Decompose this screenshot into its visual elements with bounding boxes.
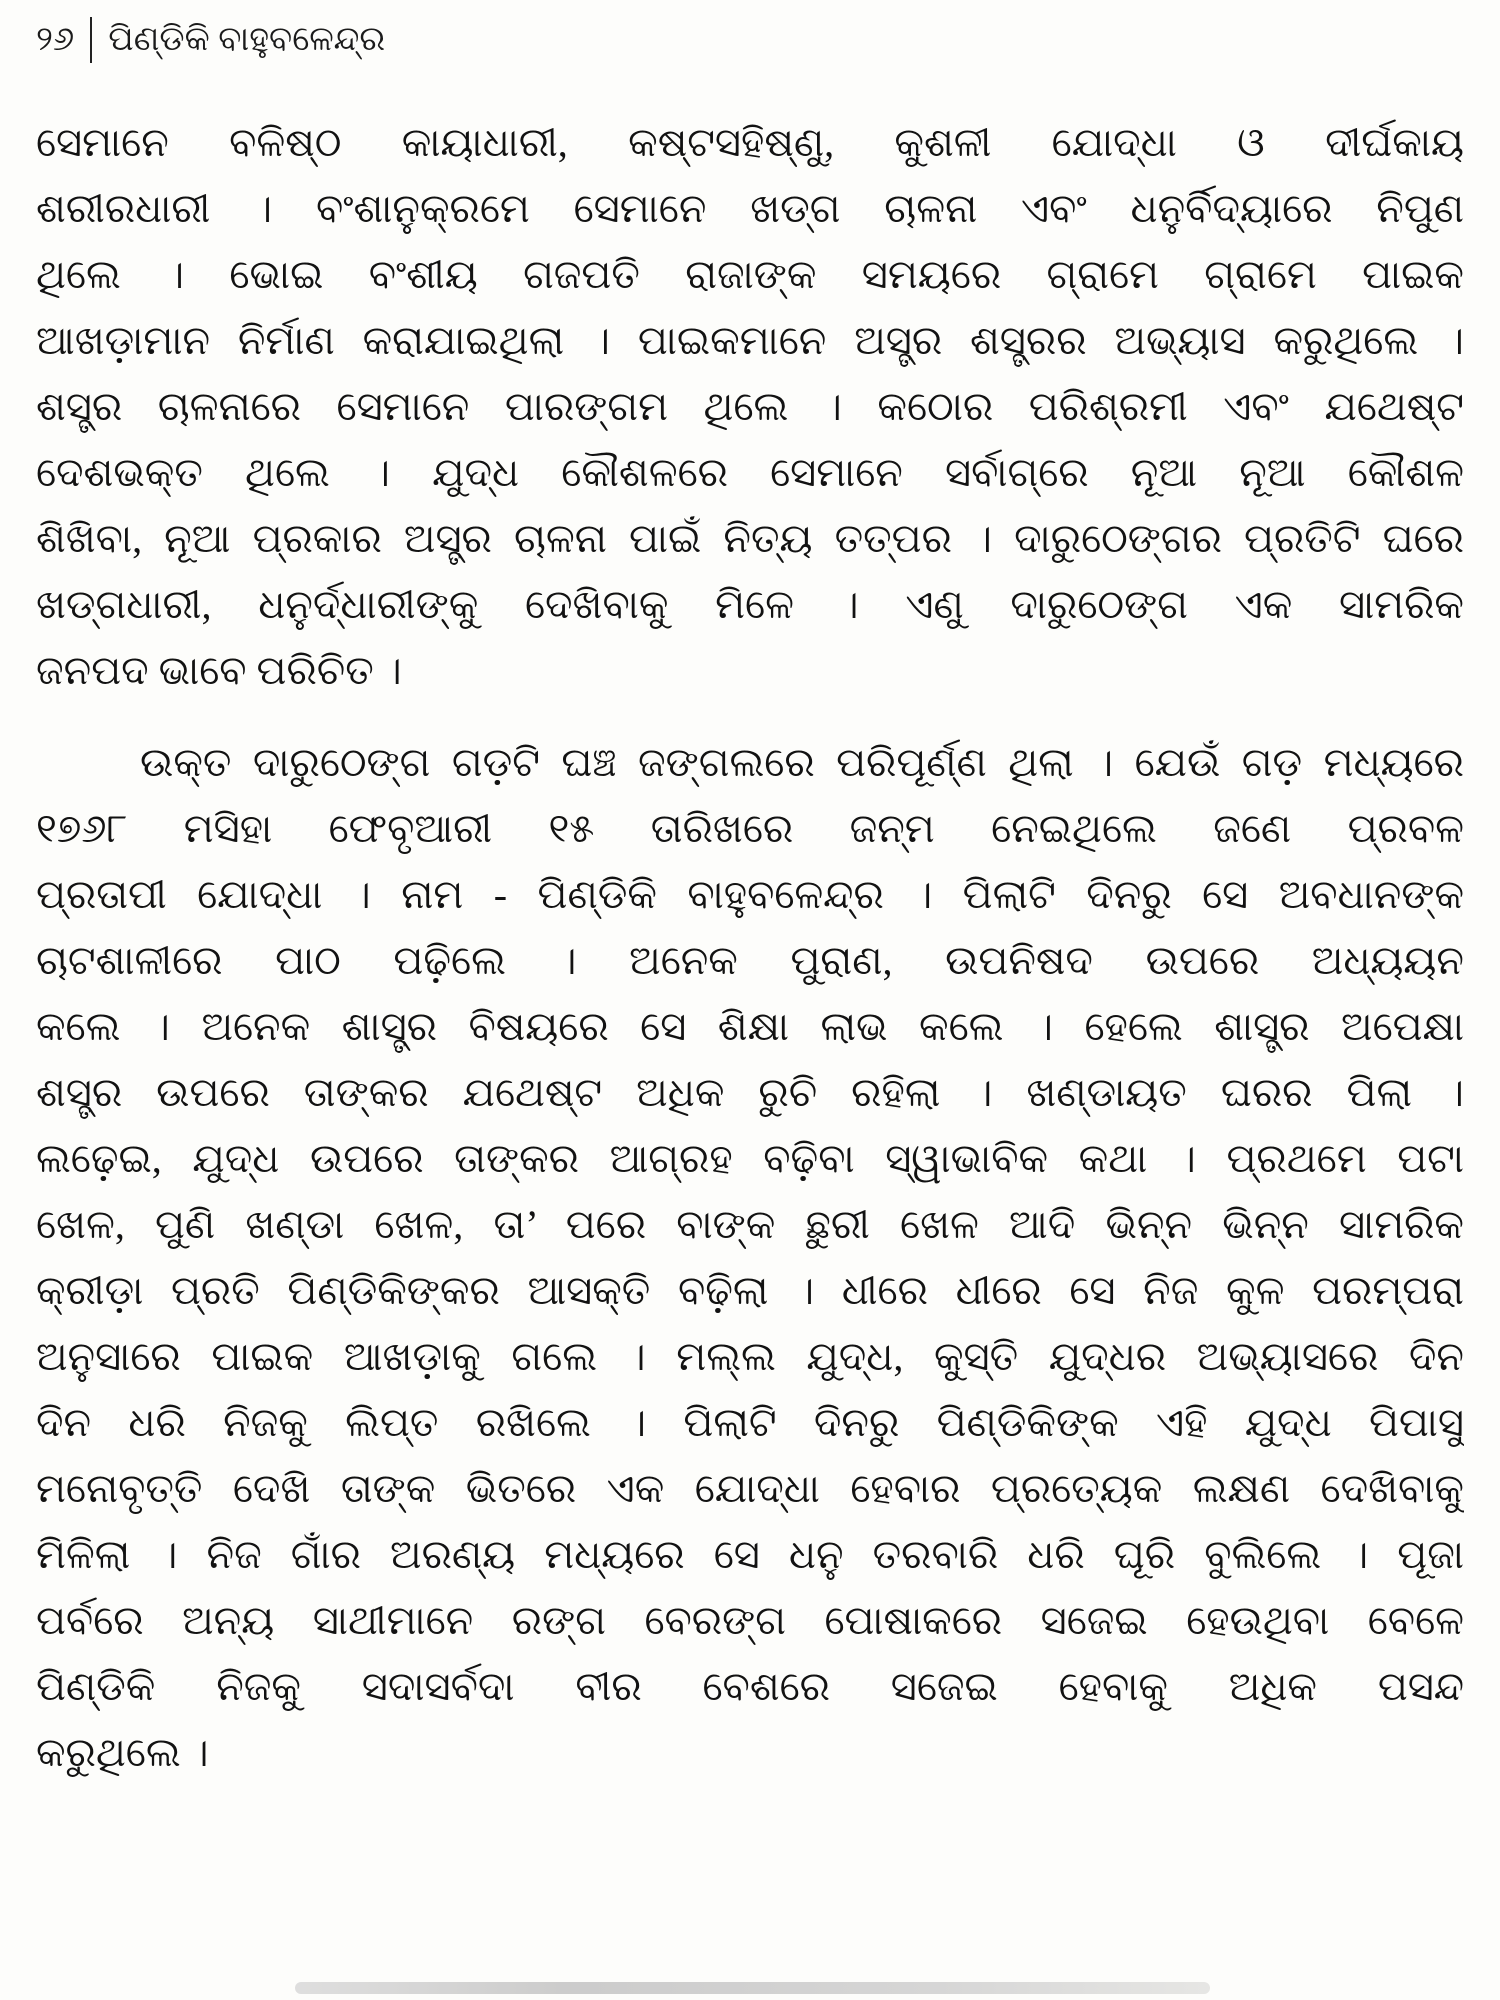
text-line: ଦେଶଭକ୍ତ ଥିଲେ । ଯୁଦ୍ଧ କୌଶଳରେ ସେମାନେ ସର୍ବାଗ୍ରେ ନୂଆ ନୂଆ କୌଶଳ xyxy=(36,450,1464,495)
text-line: ୧୭୬୮ ମସିହା ଫେବୃଆରୀ ୧୫ ତାରିଖରେ ଜନ୍ମ ନେଇଥିଲେ ଜଣେ ପ୍ରବଳ xyxy=(36,806,1464,851)
text-line: ଅନୁସାରେ ପାଇକ ଆଖଡ଼ାକୁ ଗଲେ । ମଲ୍ଲ ଯୁଦ୍ଧ, କୁସ୍ତି ଯୁଦ୍ଧର ଅଭ୍ୟାସରେ ଦିନ xyxy=(36,1334,1464,1379)
text-line: ପ୍ରତାପୀ ଯୋଦ୍ଧା । ନାମ - ପିଣ୍ଡିକି ବାହୁବଳେନ୍ଦ୍ର । ପିଲାଟି ଦିନରୁ ସେ ଅବଧାନଙ୍କ xyxy=(36,872,1464,917)
text-line: ଶସ୍ତ୍ର ଚାଳନାରେ ସେମାନେ ପାରଙ୍ଗମ ଥିଲେ । କଠୋର ପରିଶ୍ରମୀ ଏବଂ ଯଥେଷ୍ଟ xyxy=(36,384,1464,429)
scan-artifact xyxy=(295,1982,1210,1994)
header-divider xyxy=(90,17,92,63)
text-line: ଶରୀରଧାରୀ । ବଂଶାନୁକ୍ରମେ ସେମାନେ ଖଡ୍ଗ ଚାଳନା ଏବଂ ଧନୁର୍ବିଦ୍ୟାରେ ନିପୁଣ xyxy=(36,186,1464,231)
text-line: ମନୋବୃତ୍ତି ଦେଖି ତାଙ୍କ ଭିତରେ ଏକ ଯୋଦ୍ଧା ହେବାର ପ୍ରତ୍ୟେକ ଲକ୍ଷଣ ଦେଖିବାକୁ xyxy=(36,1466,1464,1511)
text-line: କ୍ରୀଡ଼ା ପ୍ରତି ପିଣ୍ଡିକିଙ୍କର ଆସକ୍ତି ବଢ଼ିଲା । ଧୀରେ ଧୀରେ ସେ ନିଜ କୁଳ ପରମ୍ପରା xyxy=(36,1268,1464,1313)
text-line: ଉକ୍ତ ଦାରୁଠେଙ୍ଗ ଗଡ଼ଟି ଘଞ୍ଚ ଜଙ୍ଗଲରେ ପରିପୂର୍ଣ୍ଣ ଥିଲା । ଯେଉଁ ଗଡ଼ ମଧ୍ୟରେ xyxy=(140,740,1464,785)
text-line: ଆଖଡ଼ାମାନ ନିର୍ମାଣ କରାଯାଇଥିଲା । ପାଇକମାନେ ଅସ୍ତ୍ର ଶସ୍ତ୍ରର ଅଭ୍ୟାସ କରୁଥିଲେ । xyxy=(36,318,1464,363)
text-line: ଚାଟଶାଳୀରେ ପାଠ ପଢ଼ିଲେ । ଅନେକ ପୁରାଣ, ଉପନିଷଦ ଉପରେ ଅଧ୍ୟୟନ xyxy=(36,938,1464,983)
text-line: ଜନପଦ ଭାବେ ପରିଚିତ । xyxy=(36,648,402,693)
text-line: ଦିନ ଧରି ନିଜକୁ ଲିପ୍ତ ରଖିଲେ । ପିଲାଟି ଦିନରୁ ପିଣ୍ଡିକିଙ୍କ ଏହି ଯୁଦ୍ଧ ପିପାସୁ xyxy=(36,1400,1464,1445)
text-line: କଲେ । ଅନେକ ଶାସ୍ତ୍ର ବିଷୟରେ ସେ ଶିକ୍ଷା ଲାଭ କଲେ । ହେଲେ ଶାସ୍ତ୍ର ଅପେକ୍ଷା xyxy=(36,1004,1464,1049)
text-line: ଲଢ଼େଇ, ଯୁଦ୍ଧ ଉପରେ ତାଙ୍କର ଆଗ୍ରହ ବଢ଼ିବା ସ୍ୱାଭାବିକ କଥା । ପ୍ରଥମେ ପଟା xyxy=(36,1136,1464,1181)
text-line: ପିଣ୍ଡିକି ନିଜକୁ ସଦାସର୍ବଦା ବୀର ବେଶରେ ସଜେଇ ହେବାକୁ ଅଧିକ ପସନ୍ଦ xyxy=(36,1664,1464,1709)
text-line: ସେମାନେ ବଳିଷ୍ଠ କାୟାଧାରୀ, କଷ୍ଟସହିଷ୍ଣୁ, କୁଶଳୀ ଯୋଦ୍ଧା ଓ ଦୀର୍ଘକାୟ xyxy=(36,120,1464,165)
text-line: ଶିଖିବା, ନୂଆ ପ୍ରକାର ଅସ୍ତ୍ର ଚାଳନା ପାଇଁ ନିତ୍ୟ ତତ୍ପର । ଦାରୁଠେଙ୍ଗର ପ୍ରତିଟି ଘରେ xyxy=(36,516,1464,561)
text-line: ଶସ୍ତ୍ର ଉପରେ ତାଙ୍କର ଯଥେଷ୍ଟ ଅଧିକ ରୁଚି ରହିଲା । ଖଣ୍ଡାୟତ ଘରର ପିଲା । xyxy=(36,1070,1464,1115)
text-line: ଖଡ୍ଗଧାରୀ, ଧନୁର୍ଦ୍ଧାରୀଙ୍କୁ ଦେଖିବାକୁ ମିଳେ । ଏଣୁ ଦାରୁଠେଙ୍ଗ ଏକ ସାମରିକ xyxy=(36,582,1464,627)
page-header xyxy=(36,16,385,64)
text-line: ମିଳିଲା । ନିଜ ଗାଁର ଅରଣ୍ୟ ମଧ୍ୟରେ ସେ ଧନୁ ତରବାରି ଧରି ଘୂରି ବୁଲିଲେ । ପୂଜା xyxy=(36,1532,1464,1577)
paragraph xyxy=(36,730,1464,1786)
page-number: ୨୬ xyxy=(36,21,75,58)
text-line: ପର୍ବରେ ଅନ୍ୟ ସାଥୀମାନେ ରଙ୍ଗ ବେରଙ୍ଗ ପୋଷାକରେ ସଜେଇ ହେଉଥିବା ବେଳେ xyxy=(36,1598,1464,1643)
body-text xyxy=(36,110,1464,1786)
text-line: ଥିଲେ । ଭୋଇ ବଂଶୀୟ ଗଜପତି ରାଜାଙ୍କ ସମୟରେ ଗ୍ରାମେ ଗ୍ରାମେ ପାଇକ xyxy=(36,252,1464,297)
text-line: ଖେଳ, ପୁଣି ଖଣ୍ଡା ଖେଳ, ତା’ ପରେ ବାଙ୍କ ଛୁରୀ ଖେଳ ଆଦି ଭିନ୍ନ ଭିନ୍ନ ସାମରିକ xyxy=(36,1202,1464,1247)
text-line: କରୁଥିଲେ । xyxy=(36,1730,209,1775)
paragraph xyxy=(36,110,1464,704)
page-title: ପିଣ୍ଡିକି ବାହୁବଳେନ୍ଦ୍ର xyxy=(108,21,386,58)
